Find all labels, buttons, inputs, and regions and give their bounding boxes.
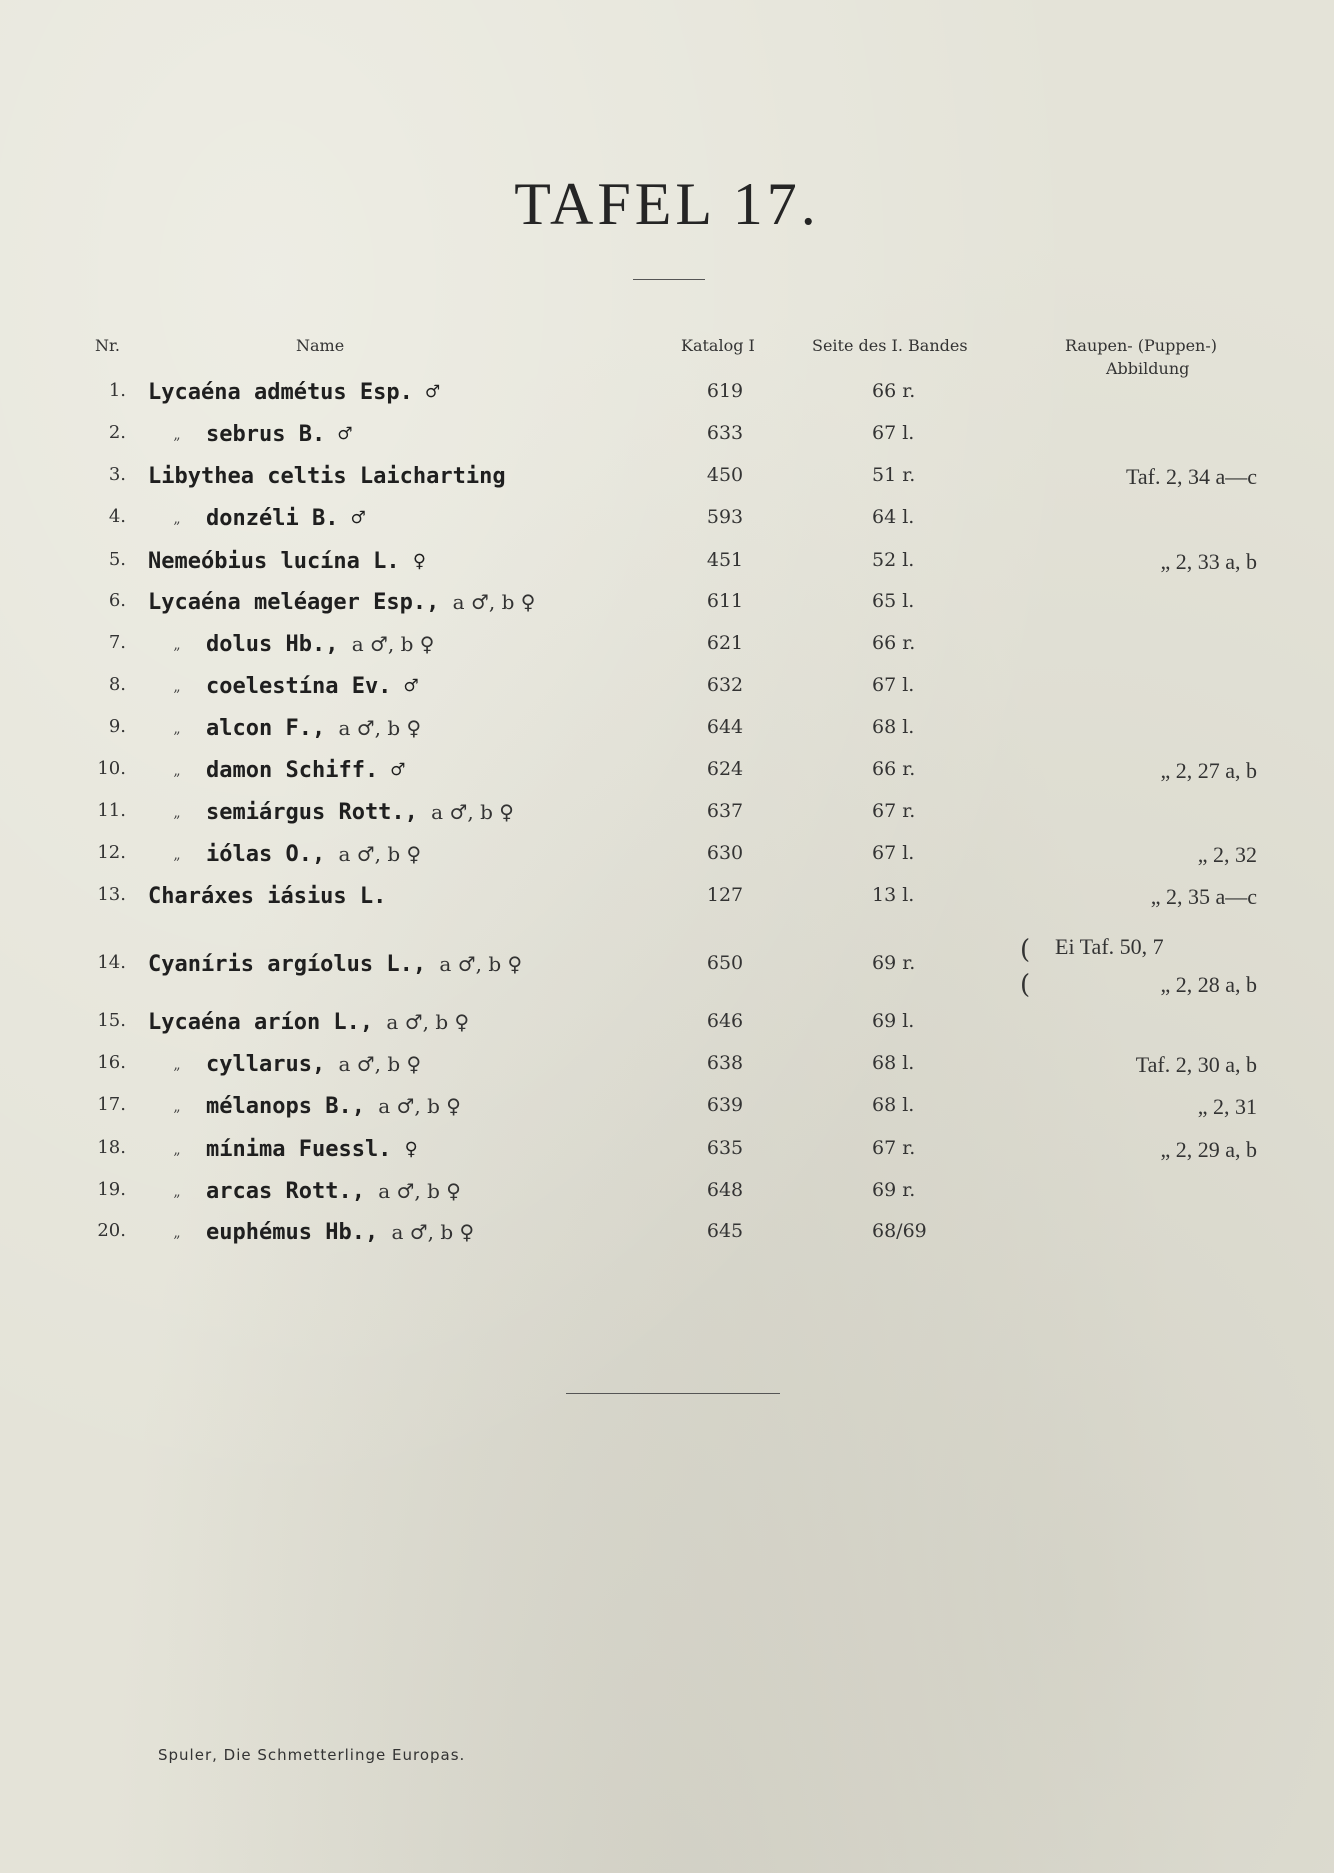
raupen-abbildung: „ 2, 35 a—c <box>1150 884 1257 909</box>
seite-reference: 65 l. <box>872 590 915 612</box>
species-name: Nemeóbius lucína L. ♀ <box>148 549 427 574</box>
table-row <box>0 716 1334 746</box>
katalog-number: 645 <box>706 1220 744 1242</box>
seite-reference: 51 r. <box>872 464 916 486</box>
species-name: Lycaéna aríon L., <box>148 1010 374 1035</box>
sex-variants: a ♂, b ♀ <box>378 1179 461 1203</box>
species-name-cell <box>148 1010 469 1035</box>
species-name-cell <box>148 422 352 447</box>
species-name: Charáxes iásius L. <box>148 884 387 909</box>
raupen-abbildung: „ 2, 29 a, b <box>1160 1137 1257 1162</box>
sex-variants: a ♂, b ♀ <box>391 1220 475 1244</box>
raupen-abbildung: „ 2, 27 a, b <box>1160 758 1257 783</box>
ditto-mark: „ <box>173 679 181 695</box>
katalog-number: 648 <box>706 1179 744 1201</box>
row-number: 1. <box>108 380 126 401</box>
row-number: 19. <box>97 1179 126 1200</box>
sex-variants: a ♂, b ♀ <box>439 952 523 976</box>
sex-variants: a ♂, b ♀ <box>351 632 435 656</box>
seite-reference: 67 r. <box>872 1137 916 1159</box>
row-number: 18. <box>97 1137 126 1158</box>
species-name: Lycaéna admétus Esp. ♂ <box>148 380 440 405</box>
brace-top: ( <box>1020 935 1031 965</box>
sex-variants: a ♂, b ♀ <box>338 716 422 740</box>
table-row <box>0 1137 1334 1167</box>
species-name-cell <box>148 674 418 699</box>
table-row <box>0 506 1334 536</box>
katalog-number: 639 <box>706 1094 744 1116</box>
species-name: euphémus Hb., <box>206 1220 379 1245</box>
row-number: 7. <box>108 632 126 653</box>
table-row <box>0 549 1334 579</box>
table-row <box>0 800 1334 830</box>
table-row <box>0 464 1334 494</box>
ditto-mark: „ <box>173 1057 181 1073</box>
header-nr: Nr. <box>95 336 120 355</box>
sex-variants: a ♂, b ♀ <box>452 590 536 614</box>
seite-reference: 13 l. <box>872 884 915 906</box>
ditto-mark: „ <box>173 511 181 527</box>
species-name: cyllarus, <box>206 1052 326 1077</box>
species-name: dolus Hb., <box>206 632 339 657</box>
species-name: iólas O., <box>206 842 326 867</box>
species-name: coelestína Ev. ♂ <box>206 674 418 699</box>
katalog-number: 451 <box>706 549 744 571</box>
katalog-number: 630 <box>706 842 744 864</box>
seite-reference: 52 l. <box>872 549 915 571</box>
seite-reference: 69 l. <box>872 1010 915 1032</box>
species-name-cell <box>148 1137 418 1162</box>
row-14-raupen-line1: Ei Taf. 50, 7 <box>1055 934 1164 959</box>
species-name: donzéli B. ♂ <box>206 506 365 531</box>
table-row <box>0 842 1334 872</box>
table-row <box>0 380 1334 410</box>
species-name-cell <box>148 1094 461 1119</box>
species-name-cell <box>148 1179 461 1204</box>
species-name-cell <box>148 590 535 615</box>
raupen-abbildung: „ 2, 33 a, b <box>1160 549 1257 574</box>
sex-variants: a ♂, b ♀ <box>386 1010 470 1034</box>
row-number: 6. <box>108 590 126 611</box>
sex-variants: a ♂, b ♀ <box>338 842 422 866</box>
seite-reference: 68 l. <box>872 716 915 738</box>
sex-variants: a ♂, b ♀ <box>431 800 514 824</box>
table-row <box>0 1220 1334 1250</box>
bottom-rule <box>566 1393 780 1394</box>
katalog-number: 593 <box>706 506 744 528</box>
species-name: Cyaníris argíolus L., <box>148 952 427 977</box>
row-number: 14. <box>97 952 126 973</box>
raupen-abbildung: „ 2, 32 <box>1197 842 1257 867</box>
species-name-cell <box>148 464 506 489</box>
raupen-abbildung: „ 2, 31 <box>1197 1094 1257 1119</box>
ditto-mark: „ <box>173 1099 181 1115</box>
katalog-number: 646 <box>706 1010 744 1032</box>
header-raupen: Raupen- (Puppen-) <box>1065 336 1217 355</box>
seite-reference: 67 r. <box>872 800 916 822</box>
ditto-mark: „ <box>173 1225 181 1241</box>
katalog-number: 619 <box>706 380 744 402</box>
table-row <box>0 1094 1334 1124</box>
ditto-mark: „ <box>173 427 181 443</box>
row-number: 2. <box>108 422 126 443</box>
species-name-cell <box>148 952 522 977</box>
species-name-cell <box>148 506 365 531</box>
species-name-cell <box>148 842 421 867</box>
species-name-cell <box>148 1220 474 1245</box>
katalog-number: 650 <box>706 952 744 974</box>
row-number: 11. <box>97 800 126 821</box>
katalog-number: 624 <box>706 758 744 780</box>
katalog-number: 621 <box>706 632 744 654</box>
species-name-cell <box>148 632 434 657</box>
species-name-cell <box>148 380 439 405</box>
title-rule <box>633 279 705 280</box>
seite-reference: 66 r. <box>872 632 916 654</box>
seite-reference: 67 l. <box>872 842 915 864</box>
species-name: alcon F., <box>206 716 326 741</box>
sex-variants: a ♂, b ♀ <box>378 1094 461 1118</box>
row-number: 9. <box>108 716 126 737</box>
species-name: damon Schiff. ♂ <box>206 758 405 783</box>
seite-reference: 66 r. <box>872 380 916 402</box>
katalog-number: 633 <box>706 422 744 444</box>
ditto-mark: „ <box>173 763 181 779</box>
katalog-number: 635 <box>706 1137 744 1159</box>
table-row <box>0 422 1334 452</box>
katalog-number: 611 <box>706 590 744 612</box>
brace-bottom: ( <box>1020 970 1031 1000</box>
table-row <box>0 632 1334 662</box>
katalog-number: 450 <box>706 464 744 486</box>
row-number: 20. <box>97 1220 126 1241</box>
raupen-abbildung: Taf. 2, 34 a—c <box>1125 464 1257 489</box>
katalog-number: 644 <box>706 716 744 738</box>
sex-variants: a ♂, b ♀ <box>338 1052 422 1076</box>
ditto-mark: „ <box>173 1142 181 1158</box>
table-row <box>0 674 1334 704</box>
katalog-number: 637 <box>706 800 744 822</box>
row-number: 8. <box>108 674 126 695</box>
page-title: TAFEL 17. <box>514 171 820 237</box>
species-name-cell <box>148 716 421 741</box>
species-name: semiárgus Rott., <box>206 800 418 825</box>
species-name-cell <box>148 549 426 574</box>
row-number: 17. <box>97 1094 126 1115</box>
seite-reference: 67 l. <box>872 674 915 696</box>
seite-reference: 64 l. <box>872 506 915 528</box>
table-row <box>0 1052 1334 1082</box>
seite-reference: 69 r. <box>872 1179 916 1201</box>
katalog-number: 638 <box>706 1052 744 1074</box>
ditto-mark: „ <box>173 805 181 821</box>
species-name: Lycaéna meléager Esp., <box>148 590 440 615</box>
table-row <box>0 758 1334 788</box>
row-number: 3. <box>108 464 126 485</box>
species-name-cell <box>148 884 386 909</box>
ditto-mark: „ <box>173 721 181 737</box>
row-number: 10. <box>97 758 126 779</box>
seite-reference: 68/69 <box>872 1220 927 1242</box>
table-row <box>0 1010 1334 1040</box>
table-row <box>0 590 1334 620</box>
species-name-cell <box>148 800 514 825</box>
header-katalog: Katalog I <box>681 336 755 355</box>
header-raupen-abbildung: Abbildung <box>1106 359 1190 378</box>
seite-reference: 68 l. <box>872 1052 915 1074</box>
row-number: 5. <box>108 549 126 570</box>
ditto-mark: „ <box>173 847 181 863</box>
seite-reference: 67 l. <box>872 422 915 444</box>
seite-reference: 69 r. <box>872 952 916 974</box>
header-name: Name <box>296 336 345 355</box>
ditto-mark: „ <box>173 1184 181 1200</box>
raupen-abbildung: Taf. 2, 30 a, b <box>1135 1052 1257 1077</box>
species-name: sebrus B. ♂ <box>206 422 352 447</box>
katalog-number: 632 <box>706 674 744 696</box>
katalog-number: 127 <box>706 884 744 906</box>
seite-reference: 68 l. <box>872 1094 915 1116</box>
table-row <box>0 884 1334 914</box>
ditto-mark: „ <box>173 637 181 653</box>
row-number: 4. <box>108 506 126 527</box>
table-row <box>0 1179 1334 1209</box>
row-number: 13. <box>97 884 126 905</box>
species-name: arcas Rott., <box>206 1179 365 1204</box>
species-name: Libythea celtis Laicharting <box>148 464 506 489</box>
seite-reference: 66 r. <box>872 758 916 780</box>
species-name-cell <box>148 758 405 783</box>
row-number: 15. <box>97 1010 126 1031</box>
row-14-raupen-line2: „ 2, 28 a, b <box>1160 972 1257 997</box>
species-name: mínima Fuessl. ♀ <box>206 1137 418 1162</box>
footer-citation: Spuler, Die Schmetterlinge Europas. <box>158 1746 466 1764</box>
row-number: 12. <box>97 842 126 863</box>
header-seite: Seite des I. Bandes <box>812 336 968 355</box>
species-name-cell <box>148 1052 421 1077</box>
row-number: 16. <box>97 1052 126 1073</box>
species-name: mélanops B., <box>206 1094 365 1119</box>
